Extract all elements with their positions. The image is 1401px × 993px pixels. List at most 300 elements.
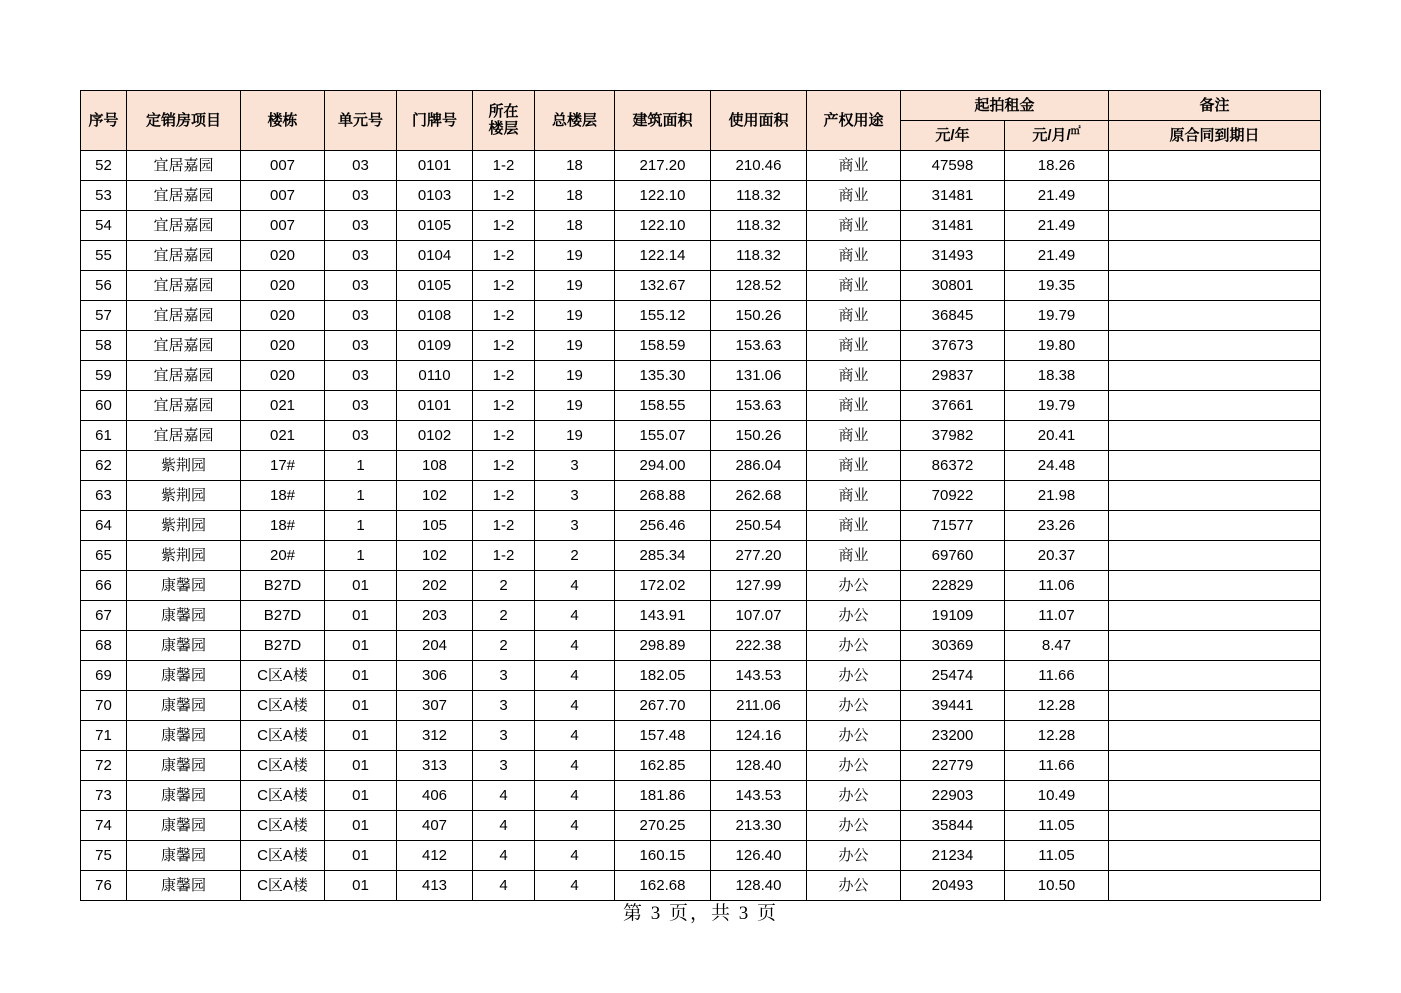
cell-door: 0105: [397, 271, 473, 301]
cell-build-area: 143.91: [615, 601, 711, 631]
cell-total-floors: 4: [535, 571, 615, 601]
cell-usage: 商业: [807, 301, 901, 331]
table-row: [81, 301, 1321, 331]
table-row: [81, 721, 1321, 751]
cell-remark: [1109, 721, 1321, 751]
cell-floor: 1-2: [473, 271, 535, 301]
cell-project: 宜居嘉园: [127, 151, 241, 181]
table-row: [81, 601, 1321, 631]
cell-rent-year: 30369: [901, 631, 1005, 661]
column-header-project: 定销房项目: [127, 91, 241, 151]
cell-usage: 办公: [807, 811, 901, 841]
cell-floor: 1-2: [473, 451, 535, 481]
cell-rent-year: 20493: [901, 871, 1005, 901]
cell-total-floors: 3: [535, 481, 615, 511]
cell-total-floors: 4: [535, 721, 615, 751]
rent-month-unit: ㎡: [1070, 126, 1081, 138]
cell-usage: 办公: [807, 691, 901, 721]
cell-seq: 76: [81, 871, 127, 901]
cell-remark: [1109, 751, 1321, 781]
cell-remark: [1109, 541, 1321, 571]
cell-remark: [1109, 241, 1321, 271]
cell-rent-month: 21.49: [1005, 211, 1109, 241]
cell-total-floors: 2: [535, 541, 615, 571]
cell-building: B27D: [241, 571, 325, 601]
cell-door: 108: [397, 451, 473, 481]
table-row: [81, 361, 1321, 391]
cell-use-area: 286.04: [711, 451, 807, 481]
cell-rent-year: 39441: [901, 691, 1005, 721]
cell-rent-month: 18.38: [1005, 361, 1109, 391]
cell-door: 0108: [397, 301, 473, 331]
cell-unit: 01: [325, 721, 397, 751]
cell-unit: 01: [325, 601, 397, 631]
table-row: [81, 421, 1321, 451]
cell-build-area: 155.12: [615, 301, 711, 331]
cell-door: 0109: [397, 331, 473, 361]
cell-total-floors: 19: [535, 391, 615, 421]
cell-building: B27D: [241, 631, 325, 661]
cell-floor: 1-2: [473, 301, 535, 331]
cell-unit: 01: [325, 691, 397, 721]
cell-floor: 2: [473, 571, 535, 601]
cell-door: 412: [397, 841, 473, 871]
cell-use-area: 124.16: [711, 721, 807, 751]
cell-rent-month: 12.28: [1005, 691, 1109, 721]
cell-build-area: 158.59: [615, 331, 711, 361]
cell-unit: 01: [325, 751, 397, 781]
cell-remark: [1109, 841, 1321, 871]
cell-project: 康馨园: [127, 751, 241, 781]
cell-rent-month: 11.05: [1005, 811, 1109, 841]
cell-rent-year: 23200: [901, 721, 1005, 751]
cell-rent-month: 19.35: [1005, 271, 1109, 301]
table-row: [81, 781, 1321, 811]
cell-rent-year: 47598: [901, 151, 1005, 181]
table-row: [81, 871, 1321, 901]
cell-remark: [1109, 181, 1321, 211]
cell-unit: 03: [325, 151, 397, 181]
cell-rent-month: 11.07: [1005, 601, 1109, 631]
cell-building: 007: [241, 181, 325, 211]
cell-floor: 1-2: [473, 211, 535, 241]
cell-build-area: 256.46: [615, 511, 711, 541]
cell-remark: [1109, 421, 1321, 451]
cell-door: 0105: [397, 211, 473, 241]
cell-building: 020: [241, 361, 325, 391]
cell-build-area: 160.15: [615, 841, 711, 871]
table-row: [81, 571, 1321, 601]
cell-unit: 01: [325, 571, 397, 601]
cell-door: 105: [397, 511, 473, 541]
column-header-rent-group: 起拍租金: [901, 91, 1109, 121]
cell-floor: 3: [473, 661, 535, 691]
cell-build-area: 157.48: [615, 721, 711, 751]
cell-seq: 73: [81, 781, 127, 811]
cell-rent-month: 11.66: [1005, 661, 1109, 691]
cell-total-floors: 3: [535, 511, 615, 541]
column-header-remark-sub: 原合同到期日: [1109, 121, 1321, 151]
cell-building: 18#: [241, 511, 325, 541]
cell-remark: [1109, 781, 1321, 811]
cell-project: 康馨园: [127, 781, 241, 811]
cell-seq: 58: [81, 331, 127, 361]
cell-rent-year: 29837: [901, 361, 1005, 391]
cell-project: 康馨园: [127, 661, 241, 691]
cell-seq: 75: [81, 841, 127, 871]
cell-usage: 商业: [807, 481, 901, 511]
cell-usage: 商业: [807, 331, 901, 361]
cell-remark: [1109, 331, 1321, 361]
cell-building: 020: [241, 301, 325, 331]
cell-total-floors: 19: [535, 301, 615, 331]
cell-usage: 商业: [807, 451, 901, 481]
cell-floor: 3: [473, 721, 535, 751]
cell-building: B27D: [241, 601, 325, 631]
cell-seq: 71: [81, 721, 127, 751]
column-header-seq: 序号: [81, 91, 127, 151]
cell-usage: 办公: [807, 751, 901, 781]
cell-rent-month: 21.49: [1005, 241, 1109, 271]
cell-remark: [1109, 271, 1321, 301]
cell-door: 406: [397, 781, 473, 811]
cell-door: 306: [397, 661, 473, 691]
cell-project: 宜居嘉园: [127, 361, 241, 391]
cell-rent-year: 70922: [901, 481, 1005, 511]
table-row: [81, 751, 1321, 781]
cell-rent-month: 23.26: [1005, 511, 1109, 541]
cell-project: 宜居嘉园: [127, 211, 241, 241]
cell-remark: [1109, 871, 1321, 901]
table-row: [81, 241, 1321, 271]
cell-building: C区A楼: [241, 781, 325, 811]
cell-total-floors: 4: [535, 841, 615, 871]
cell-rent-month: 11.06: [1005, 571, 1109, 601]
cell-door: 0110: [397, 361, 473, 391]
cell-total-floors: 4: [535, 631, 615, 661]
cell-use-area: 277.20: [711, 541, 807, 571]
column-header-total-floors: 总楼层: [535, 91, 615, 151]
cell-rent-year: 71577: [901, 511, 1005, 541]
cell-build-area: 132.67: [615, 271, 711, 301]
cell-project: 康馨园: [127, 721, 241, 751]
column-header-build-area: 建筑面积: [615, 91, 711, 151]
cell-floor: 4: [473, 871, 535, 901]
cell-project: 宜居嘉园: [127, 331, 241, 361]
cell-build-area: 158.55: [615, 391, 711, 421]
cell-rent-month: 19.79: [1005, 391, 1109, 421]
cell-project: 康馨园: [127, 691, 241, 721]
cell-seq: 68: [81, 631, 127, 661]
column-header-unit: 单元号: [325, 91, 397, 151]
cell-rent-month: 11.66: [1005, 751, 1109, 781]
cell-door: 202: [397, 571, 473, 601]
cell-rent-month: 20.37: [1005, 541, 1109, 571]
cell-rent-year: 86372: [901, 451, 1005, 481]
cell-rent-month: 10.50: [1005, 871, 1109, 901]
cell-door: 407: [397, 811, 473, 841]
cell-rent-month: 19.79: [1005, 301, 1109, 331]
cell-usage: 商业: [807, 241, 901, 271]
cell-rent-month: 12.28: [1005, 721, 1109, 751]
cell-door: 307: [397, 691, 473, 721]
cell-unit: 01: [325, 871, 397, 901]
cell-door: 203: [397, 601, 473, 631]
cell-floor: 1-2: [473, 241, 535, 271]
cell-project: 康馨园: [127, 841, 241, 871]
column-header-remark: 备注: [1109, 91, 1321, 121]
cell-unit: 01: [325, 631, 397, 661]
cell-floor: 2: [473, 631, 535, 661]
cell-seq: 59: [81, 361, 127, 391]
cell-seq: 65: [81, 541, 127, 571]
cell-use-area: 153.63: [711, 391, 807, 421]
cell-rent-year: 21234: [901, 841, 1005, 871]
cell-project: 紫荆园: [127, 541, 241, 571]
cell-floor: 1-2: [473, 541, 535, 571]
page-footer: 第 3 页，共 3 页: [622, 903, 778, 924]
cell-door: 102: [397, 541, 473, 571]
cell-building: C区A楼: [241, 841, 325, 871]
cell-build-area: 172.02: [615, 571, 711, 601]
cell-building: C区A楼: [241, 811, 325, 841]
cell-floor: 1-2: [473, 361, 535, 391]
cell-build-area: 122.10: [615, 181, 711, 211]
cell-unit: 1: [325, 451, 397, 481]
cell-project: 紫荆园: [127, 481, 241, 511]
column-header-usage: 产权用途: [807, 91, 901, 151]
cell-unit: 03: [325, 271, 397, 301]
cell-usage: 办公: [807, 871, 901, 901]
cell-floor: 1-2: [473, 181, 535, 211]
cell-seq: 55: [81, 241, 127, 271]
table-row: [81, 481, 1321, 511]
cell-project: 紫荆园: [127, 451, 241, 481]
cell-usage: 商业: [807, 511, 901, 541]
table-row: [81, 691, 1321, 721]
cell-seq: 63: [81, 481, 127, 511]
cell-door: 0102: [397, 421, 473, 451]
cell-usage: 商业: [807, 361, 901, 391]
cell-use-area: 150.26: [711, 421, 807, 451]
column-header-rent-month: [1005, 121, 1109, 151]
cell-door: 102: [397, 481, 473, 511]
table-row: [81, 391, 1321, 421]
cell-floor: 3: [473, 691, 535, 721]
cell-project: 康馨园: [127, 631, 241, 661]
column-header-building: 楼栋: [241, 91, 325, 151]
cell-building: 007: [241, 211, 325, 241]
cell-floor: 1-2: [473, 151, 535, 181]
cell-unit: 01: [325, 811, 397, 841]
cell-rent-year: 35844: [901, 811, 1005, 841]
cell-floor: 1-2: [473, 511, 535, 541]
cell-rent-month: 21.49: [1005, 181, 1109, 211]
table-row: [81, 331, 1321, 361]
table-row: [81, 511, 1321, 541]
cell-use-area: 118.32: [711, 241, 807, 271]
cell-building: C区A楼: [241, 751, 325, 781]
cell-unit: 01: [325, 781, 397, 811]
cell-seq: 57: [81, 301, 127, 331]
cell-total-floors: 4: [535, 811, 615, 841]
cell-building: 020: [241, 241, 325, 271]
cell-building: 021: [241, 391, 325, 421]
cell-unit: 01: [325, 841, 397, 871]
cell-rent-year: 22903: [901, 781, 1005, 811]
cell-building: C区A楼: [241, 661, 325, 691]
cell-unit: 1: [325, 541, 397, 571]
cell-usage: 商业: [807, 391, 901, 421]
cell-total-floors: 4: [535, 661, 615, 691]
header-row-1: [81, 91, 1321, 121]
cell-seq: 64: [81, 511, 127, 541]
cell-total-floors: 3: [535, 451, 615, 481]
cell-door: 312: [397, 721, 473, 751]
cell-build-area: 155.07: [615, 421, 711, 451]
cell-rent-year: 31481: [901, 181, 1005, 211]
cell-use-area: 128.52: [711, 271, 807, 301]
cell-rent-month: 21.98: [1005, 481, 1109, 511]
cell-build-area: 298.89: [615, 631, 711, 661]
cell-rent-year: 25474: [901, 661, 1005, 691]
cell-total-floors: 18: [535, 181, 615, 211]
cell-build-area: 285.34: [615, 541, 711, 571]
cell-build-area: 267.70: [615, 691, 711, 721]
cell-rent-month: 10.49: [1005, 781, 1109, 811]
cell-remark: [1109, 301, 1321, 331]
cell-total-floors: 18: [535, 211, 615, 241]
table-row: [81, 211, 1321, 241]
cell-seq: 69: [81, 661, 127, 691]
cell-build-area: 181.86: [615, 781, 711, 811]
cell-remark: [1109, 391, 1321, 421]
column-header-floor: [473, 91, 535, 151]
cell-project: 康馨园: [127, 871, 241, 901]
cell-build-area: 268.88: [615, 481, 711, 511]
cell-unit: 03: [325, 421, 397, 451]
cell-floor: 1-2: [473, 331, 535, 361]
cell-rent-month: 8.47: [1005, 631, 1109, 661]
column-header-use-area: 使用面积: [711, 91, 807, 151]
table-row: [81, 661, 1321, 691]
cell-rent-year: 30801: [901, 271, 1005, 301]
cell-use-area: 250.54: [711, 511, 807, 541]
cell-total-floors: 4: [535, 781, 615, 811]
cell-build-area: 135.30: [615, 361, 711, 391]
cell-rent-year: 19109: [901, 601, 1005, 631]
cell-unit: 03: [325, 331, 397, 361]
cell-project: 康馨园: [127, 571, 241, 601]
cell-project: 宜居嘉园: [127, 301, 241, 331]
cell-use-area: 128.40: [711, 751, 807, 781]
table-row: [81, 271, 1321, 301]
cell-remark: [1109, 361, 1321, 391]
cell-seq: 74: [81, 811, 127, 841]
cell-total-floors: 4: [535, 691, 615, 721]
cell-unit: 1: [325, 511, 397, 541]
cell-usage: 办公: [807, 631, 901, 661]
cell-floor: 3: [473, 751, 535, 781]
table-row: [81, 841, 1321, 871]
cell-usage: 商业: [807, 181, 901, 211]
cell-use-area: 107.07: [711, 601, 807, 631]
cell-build-area: 162.85: [615, 751, 711, 781]
table-row: [81, 451, 1321, 481]
table-row: [81, 541, 1321, 571]
cell-use-area: 126.40: [711, 841, 807, 871]
cell-remark: [1109, 631, 1321, 661]
column-header-floor-line2: 楼层: [488, 119, 519, 137]
table-row: [81, 181, 1321, 211]
cell-usage: 办公: [807, 601, 901, 631]
cell-remark: [1109, 691, 1321, 721]
cell-use-area: 118.32: [711, 181, 807, 211]
cell-usage: 商业: [807, 271, 901, 301]
cell-floor: 1-2: [473, 421, 535, 451]
cell-building: 17#: [241, 451, 325, 481]
cell-unit: 03: [325, 181, 397, 211]
cell-build-area: 270.25: [615, 811, 711, 841]
cell-floor: 4: [473, 841, 535, 871]
cell-rent-month: 24.48: [1005, 451, 1109, 481]
cell-remark: [1109, 211, 1321, 241]
column-header-door: 门牌号: [397, 91, 473, 151]
cell-use-area: 222.38: [711, 631, 807, 661]
cell-use-area: 213.30: [711, 811, 807, 841]
cell-seq: 72: [81, 751, 127, 781]
table-body: [81, 151, 1321, 901]
table-row: [81, 811, 1321, 841]
table-row: [81, 151, 1321, 181]
cell-rent-year: 31493: [901, 241, 1005, 271]
cell-building: 20#: [241, 541, 325, 571]
cell-remark: [1109, 571, 1321, 601]
cell-building: 020: [241, 271, 325, 301]
cell-building: 18#: [241, 481, 325, 511]
cell-project: 宜居嘉园: [127, 181, 241, 211]
cell-floor: 1-2: [473, 391, 535, 421]
cell-remark: [1109, 811, 1321, 841]
cell-use-area: 211.06: [711, 691, 807, 721]
cell-door: 204: [397, 631, 473, 661]
cell-unit: 03: [325, 391, 397, 421]
cell-total-floors: 19: [535, 331, 615, 361]
cell-seq: 66: [81, 571, 127, 601]
cell-use-area: 210.46: [711, 151, 807, 181]
cell-usage: 商业: [807, 541, 901, 571]
cell-usage: 商业: [807, 151, 901, 181]
cell-seq: 52: [81, 151, 127, 181]
cell-total-floors: 19: [535, 271, 615, 301]
cell-remark: [1109, 601, 1321, 631]
cell-remark: [1109, 151, 1321, 181]
cell-building: C区A楼: [241, 691, 325, 721]
cell-build-area: 122.10: [615, 211, 711, 241]
cell-floor: 4: [473, 811, 535, 841]
cell-rent-year: 69760: [901, 541, 1005, 571]
cell-project: 宜居嘉园: [127, 241, 241, 271]
cell-seq: 56: [81, 271, 127, 301]
cell-usage: 办公: [807, 571, 901, 601]
cell-project: 宜居嘉园: [127, 271, 241, 301]
cell-total-floors: 19: [535, 421, 615, 451]
cell-total-floors: 18: [535, 151, 615, 181]
cell-floor: 1-2: [473, 481, 535, 511]
cell-usage: 办公: [807, 781, 901, 811]
cell-use-area: 262.68: [711, 481, 807, 511]
rent-month-prefix: 元/月/: [1032, 127, 1071, 145]
